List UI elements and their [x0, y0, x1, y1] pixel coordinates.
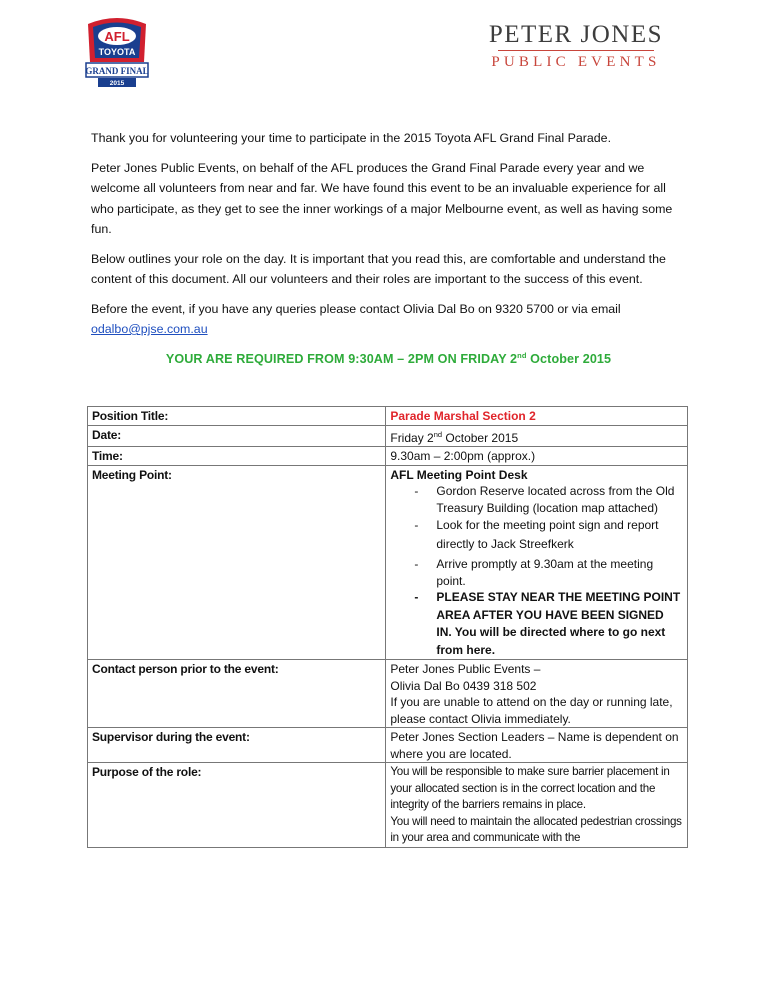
list-item — [414, 556, 682, 589]
time-label: Time: — [88, 447, 386, 466]
date-value — [386, 425, 688, 447]
afl-logo-text: AFL — [104, 29, 130, 44]
meeting-item-text: Gordon Reserve located across from the Old Treasury Building (location map attached) — [436, 484, 675, 515]
time-value: 9.30am – 2:00pm (approx.) — [386, 447, 688, 466]
grand-final-text: GRAND FINAL — [85, 66, 149, 76]
dash-bullet: - — [414, 484, 419, 498]
meeting-item-text: Look for the meeting point sign and report directly to Jack Streefkerk — [436, 518, 659, 551]
contact-sentence: Before the event, if you have any queries please contact Olivia Dal Bo on 9320 5700 or via email — [91, 301, 621, 316]
dash-bullet: - — [414, 557, 419, 571]
contact-line-1: Peter Jones Public Events – — [390, 662, 541, 676]
meeting-item-text: Arrive promptly at 9.30am at the meeting point. — [436, 557, 654, 588]
required-text-sup: nd — [517, 350, 527, 360]
table-row — [88, 660, 688, 728]
contact-person-label: Contact person prior to the event: — [88, 660, 386, 728]
purpose-paragraph-2: You will need to maintain the allocated pedestrian crossings in your area and communicate with the — [390, 814, 682, 844]
required-text-b: October 2015 — [526, 351, 612, 366]
meeting-point-title: AFL Meeting Point Desk — [390, 467, 528, 482]
table-row — [88, 425, 688, 447]
intro-paragraph-4 — [91, 299, 686, 340]
pj-logo-sub: PUBLIC EVENTS — [491, 54, 661, 70]
list-item — [414, 589, 682, 659]
meeting-item-text: PLEASE STAY NEAR THE MEETING POINT AREA AFTER YOU HAVE BEEN SIGNED IN. You will be directed where to go next from here. — [436, 590, 681, 657]
afl-grand-final-logo — [84, 14, 150, 90]
purpose-label: Purpose of the role: — [88, 763, 386, 848]
meeting-point-list — [390, 483, 682, 659]
date-text-sup: nd — [433, 429, 443, 439]
required-text-a: YOUR ARE REQUIRED FROM 9:30AM – 2PM ON FRIDAY 2 — [165, 351, 518, 366]
document-body — [91, 128, 686, 369]
contact-line-3: If you are unable to attend on the day or running late, please contact Olivia immediately. — [390, 695, 673, 726]
role-details-table — [87, 406, 688, 848]
table-row — [88, 763, 688, 848]
table-row — [88, 407, 688, 426]
supervisor-label: Supervisor during the event: — [88, 728, 386, 763]
table-row — [88, 728, 688, 763]
position-value: Parade Marshal Section 2 — [386, 407, 688, 426]
toyota-logo-text: TOYOTA — [98, 47, 136, 57]
meeting-point-value — [386, 465, 688, 660]
purpose-paragraph-1: You will be responsible to make sure barrier placement in your allocated section is in the correct location and the integrity of the barriers remains in place. — [390, 765, 670, 811]
peter-jones-logo — [489, 21, 663, 71]
pj-logo-rule — [498, 50, 654, 51]
date-label: Date: — [88, 425, 386, 447]
required-time-heading — [91, 346, 686, 370]
logo-year-text: 2015 — [109, 80, 125, 87]
date-text-a: Friday 2 — [390, 430, 434, 445]
purpose-value — [386, 763, 688, 848]
pj-logo-name: PETER JONES — [488, 21, 663, 48]
list-item — [414, 516, 682, 554]
contact-line-2: Olivia Dal Bo 0439 318 502 — [390, 678, 537, 693]
dash-bullet: - — [414, 590, 419, 604]
intro-paragraph-1: Thank you for volunteering your time to participate in the 2015 Toyota AFL Grand Final Parade. — [91, 131, 612, 145]
intro-paragraph-2: Peter Jones Public Events, on behalf of the AFL produces the Grand Final Parade every year and we welcome all volunteers from near and far. We have found this event to be an invaluable experience for all who participate, as they get to see the inner workings of a major Melbourne event, as well as having some fun. — [91, 160, 673, 236]
contact-person-value — [386, 660, 688, 728]
position-label: Position Title: — [88, 407, 386, 426]
email-link[interactable]: odalbo@pjse.com.au — [91, 322, 208, 336]
dash-bullet: - — [414, 518, 419, 532]
supervisor-value: Peter Jones Section Leaders – Name is dependent on where you are located. — [386, 728, 688, 763]
table-row — [88, 447, 688, 466]
date-text-b: October 2015 — [442, 430, 519, 445]
meeting-point-label: Meeting Point: — [88, 465, 386, 660]
table-row — [88, 465, 688, 660]
intro-paragraph-3: Below outlines your role on the day. It is important that you read this, are comfortable and understand the content of this document. All our volunteers and their roles are important to the success of this event. — [91, 251, 666, 286]
list-item — [414, 483, 682, 516]
